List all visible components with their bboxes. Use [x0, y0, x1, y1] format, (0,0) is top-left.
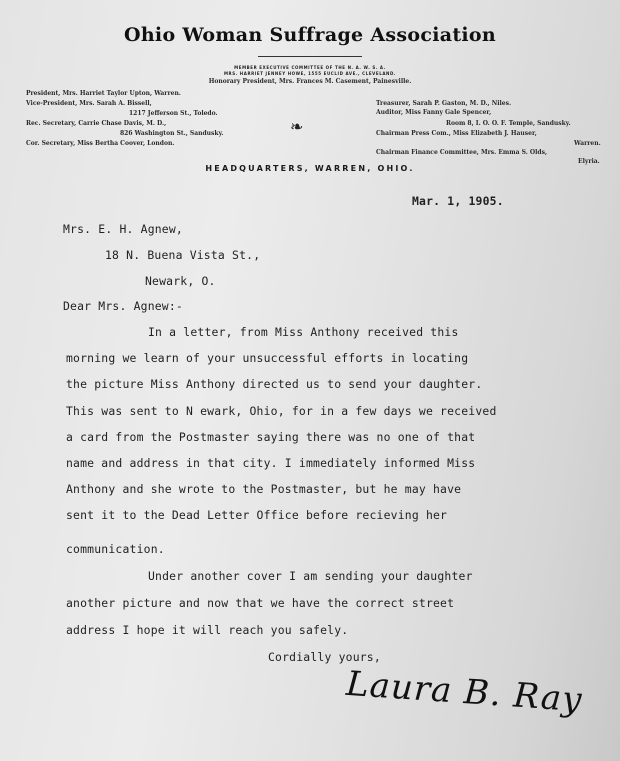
officer-line: President, Mrs. Harriet Taylor Upton, Warren.: [26, 90, 181, 97]
body-line: In a letter, from Miss Anthony received this: [148, 325, 459, 339]
body-line: This was sent to N ewark, Ohio, for in a few days we received: [66, 404, 497, 418]
recipient-city: Newark, O.: [145, 274, 216, 288]
honorary-president: Honorary President, Mrs. Frances M. Casement, Painesville.: [208, 78, 412, 85]
letter-date: Mar. 1, 1905.: [412, 194, 504, 208]
officer-line: Treasurer, Sarah P. Gaston, M. D., Niles.: [376, 100, 512, 107]
officer-line: Chairman Finance Committee, Mrs. Emma S. Olds,: [376, 149, 548, 156]
closing: Cordially yours,: [268, 650, 381, 664]
body-line: Anthony and she wrote to the Postmaster, but he may have: [66, 482, 462, 496]
signature: Laura B. Ray: [344, 663, 584, 721]
body-line: the picture Miss Anthony directed us to send your daughter.: [66, 377, 483, 391]
flourish-ornament-icon: ❧: [290, 117, 304, 136]
body-line: a card from the Postmaster saying there was no one of that: [66, 430, 476, 444]
member-line-1: MEMBER EXECUTIVE COMMITTEE OF THE N. A. W. S. A.: [234, 65, 386, 70]
member-line-2: MRS. HARRIET JENNEY HOWE, 1555 EUCLID AVE., CLEVELAND.: [223, 71, 397, 76]
officer-line: Warren.: [574, 140, 601, 147]
body-line: communication.: [66, 542, 165, 556]
officer-line: 826 Washington St., Sandusky.: [120, 130, 224, 137]
officer-line: Elyria.: [578, 158, 600, 165]
organization-title: Ohio Woman Suffrage Association: [123, 24, 497, 46]
officer-line: 1217 Jefferson St., Toledo.: [129, 110, 218, 117]
officer-line: Vice-President, Mrs. Sarah A. Bissell,: [26, 100, 152, 107]
officer-line: Room 8, I. O. O. F. Temple, Sandusky.: [446, 120, 571, 127]
recipient-name: Mrs. E. H. Agnew,: [63, 222, 183, 236]
officer-line: Auditor, Miss Fanny Gale Spencer,: [376, 109, 492, 116]
officer-line: Chairman Press Com., Miss Elizabeth J. Hauser,: [376, 130, 537, 137]
officer-line: Rec. Secretary, Carrie Chase Davis, M. D.,: [26, 120, 167, 127]
body-line: address I hope it will reach you safely.: [66, 623, 349, 637]
body-line: another picture and now that we have the correct street: [66, 596, 455, 610]
title-divider: [258, 56, 362, 57]
salutation: Dear Mrs. Agnew:-: [63, 299, 183, 313]
body-line: sent it to the Dead Letter Office before recieving her: [66, 508, 448, 522]
headquarters-line: HEADQUARTERS, WARREN, OHIO.: [205, 164, 415, 173]
body-line: morning we learn of your unsuccessful efforts in locating: [66, 351, 469, 365]
officer-line: Cor. Secretary, Miss Bertha Coover, London.: [26, 140, 175, 147]
body-line: Under another cover I am sending your daughter: [148, 569, 473, 583]
body-line: name and address in that city. I immediately informed Miss: [66, 456, 476, 470]
recipient-street: 18 N. Buena Vista St.,: [105, 248, 261, 262]
